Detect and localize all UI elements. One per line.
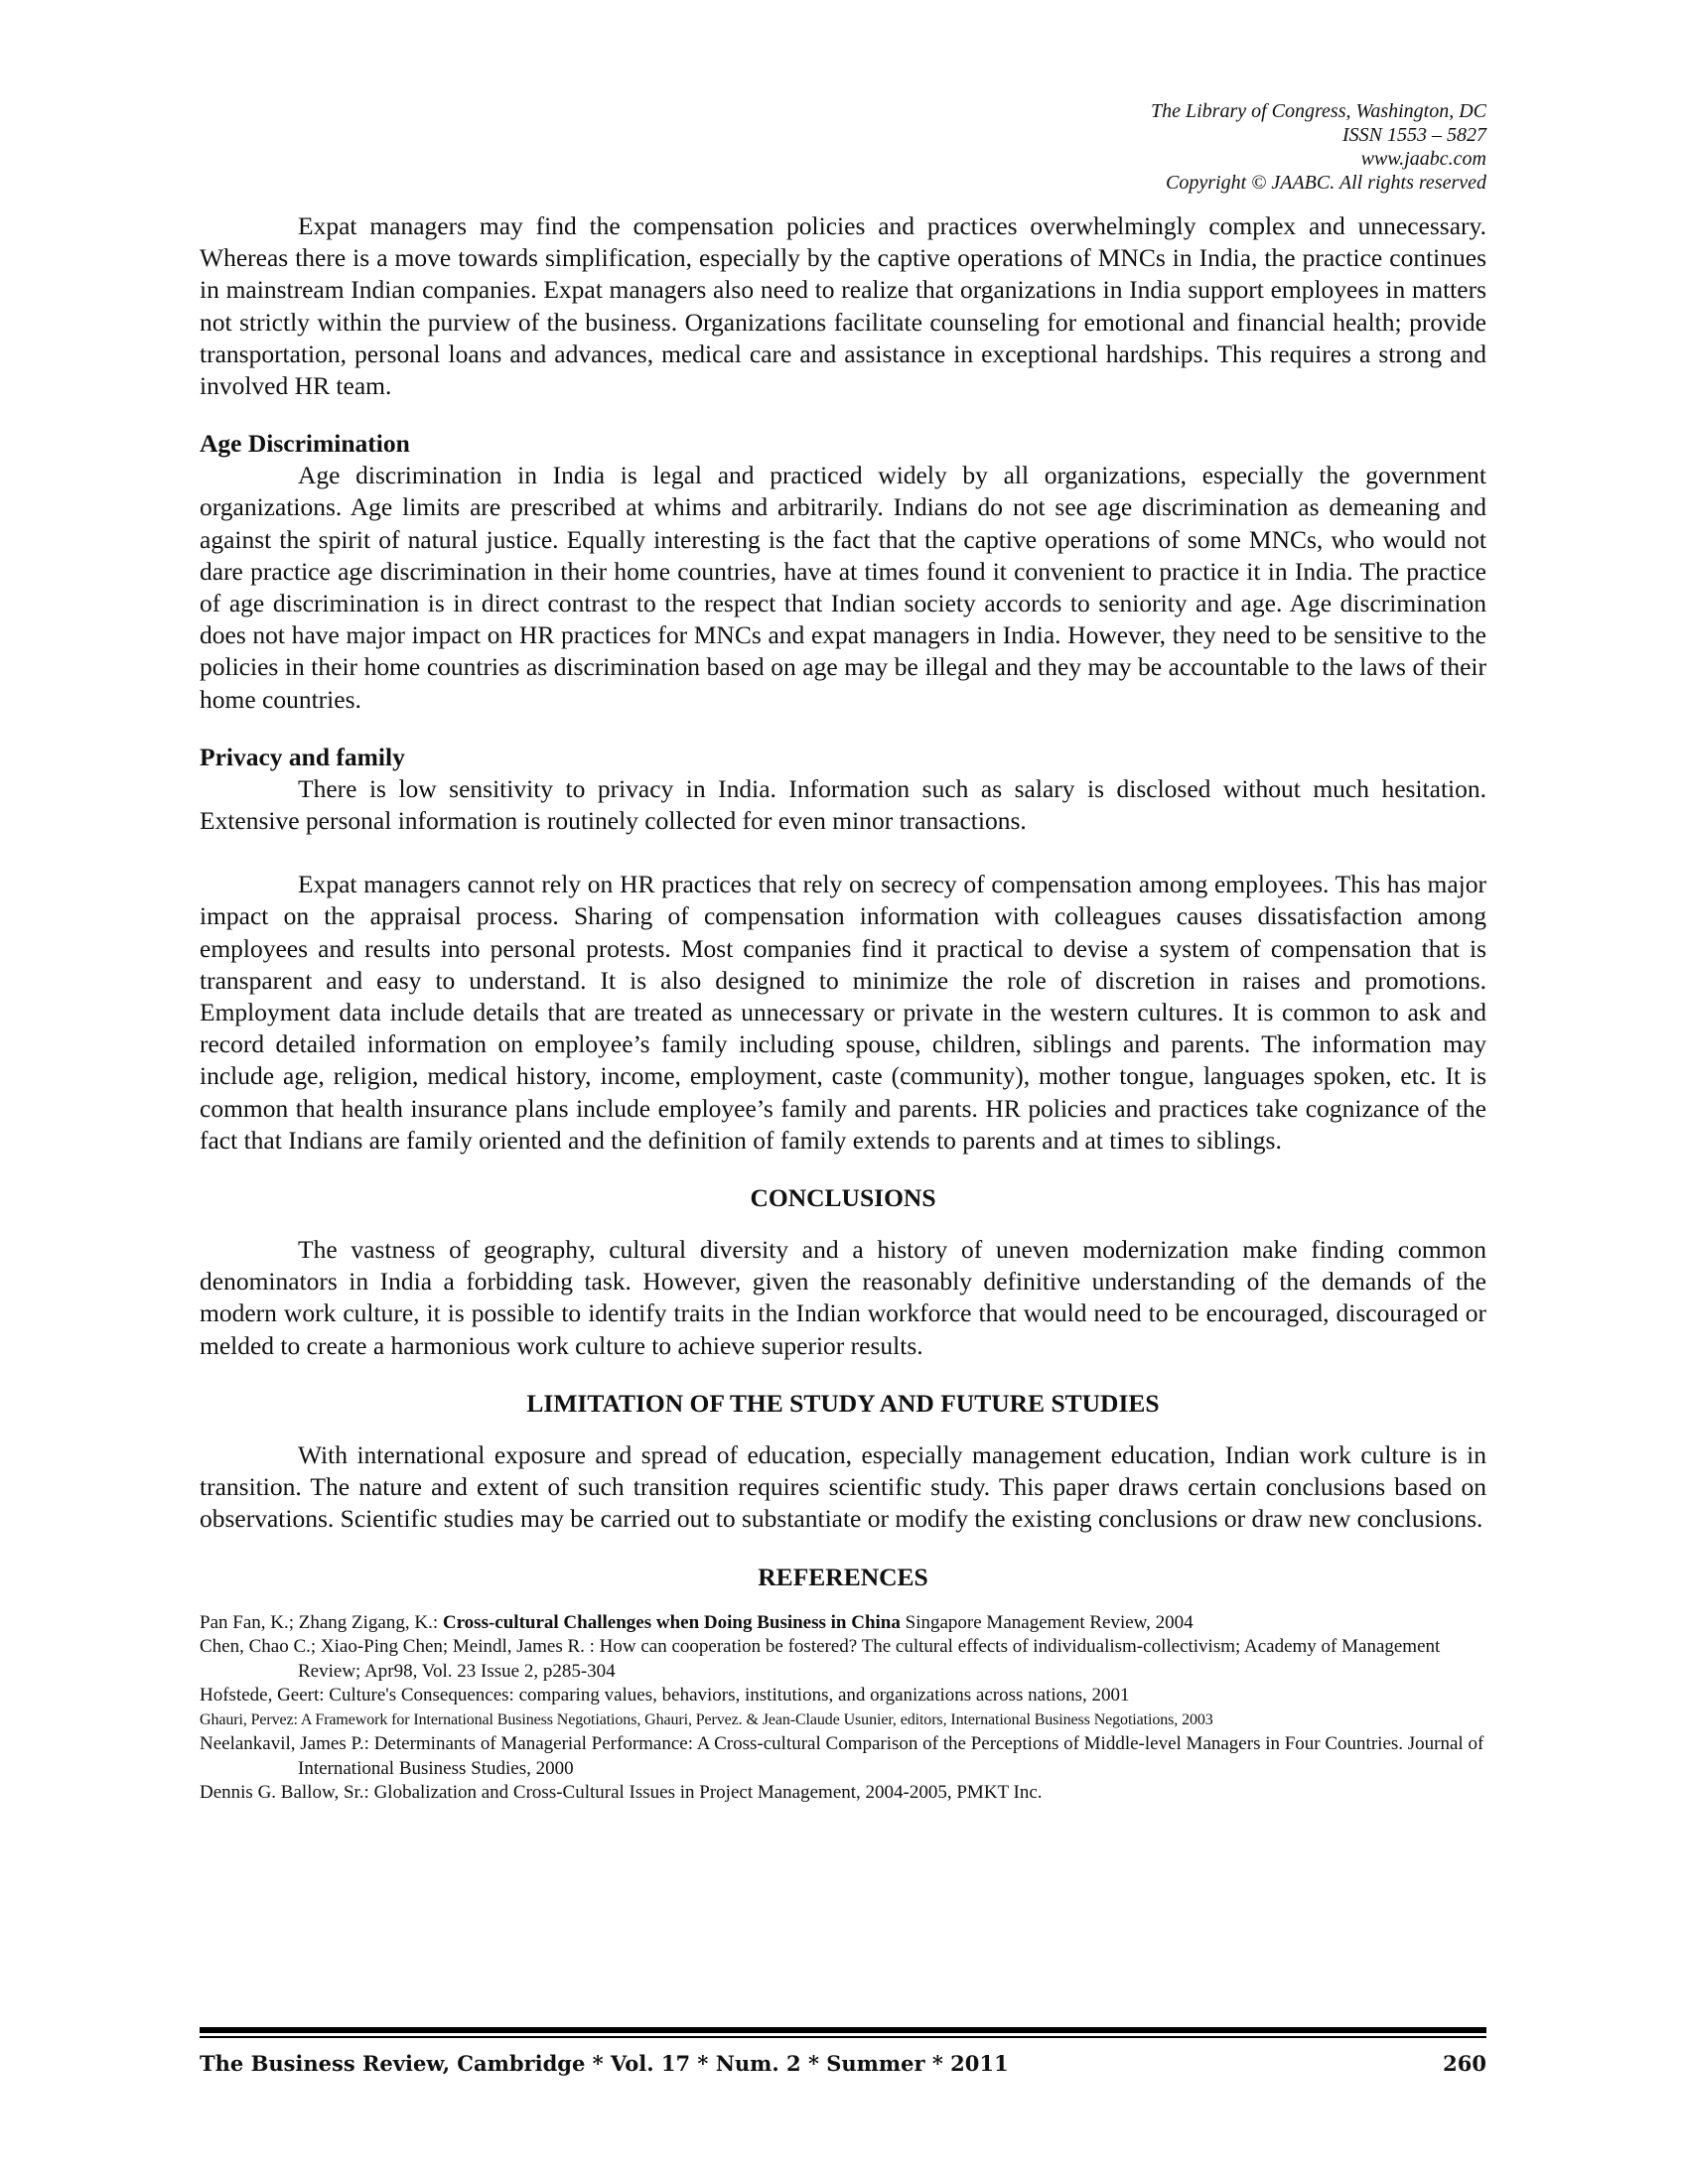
header-issn: ISSN 1553 – 5827 (1342, 124, 1486, 146)
privacy-paragraph-2: Expat managers cannot rely on HR practices that rely on secrecy of compensation among employees. This has major impact on the appraisal process. Sharing of compensation information with colleagues causes dissatisfaction among employees and results into personal protests. Most companies find it practical to devise a system of compensation that is transparent and easy to understand. It is also designed to minimize the role of discretion in raises and promotions. Employment data include details that are treated as unnecessary or private in the western cultures. It is common to ask and record detailed information on employee’s family including spouse, children, siblings and parents. The information may include age, religion, medical history, income, employment, caste (community), mother tongue, languages spoken, etc. It is common that health insurance plans include employee’s family and parents. HR policies and practices take cognizance of the fact that Indians are family oriented and the definition of family extends to parents and at times to siblings. (200, 870, 1486, 1155)
article-body (200, 210, 1486, 1806)
header-copyright: Copyright © JAABC. All rights reserved (1166, 172, 1486, 194)
age-paragraph: Age discrimination in India is legal and practiced widely by all organizations, especially the government organizations. Age limits are prescribed at whims and arbitrarily. Indians do not see age discrimination as demeaning and against the spirit of natural justice. Equally interesting is the fact that the captive operations of some MNCs, who would not dare practice age discrimination in their home countries, have at times found it convenient to practice it in India. The practice of age discrimination is in direct contrast to the respect that Indian society accords to seniority and age. Age discrimination does not have major impact on HR practices for MNCs and expat managers in India. However, they need to be sensitive to the policies in their home countries as discrimination based on age may be illegal and they may be accountable to the laws of their home countries. (200, 461, 1486, 714)
conclusions-paragraph: The vastness of geography, cultural diversity and a history of uneven modernization make finding common denominators in India a forbidding task. However, given the reasonably definitive understanding of the demands of the modern work culture, it is possible to identify traits in the Indian workforce that would need to be encouraged, discouraged or melded to create a harmonious work culture to achieve superior results. (200, 1235, 1486, 1360)
limitation-paragraph: With international exposure and spread of education, especially management education, Indian work culture is in transition. The nature and extent of such transition requires scientific study. This paper draws certain conclusions based on observations. Scientific studies may be carried out to substantiate or modify the existing conclusions or draw new conclusions. (200, 1439, 1486, 1534)
section-heading-references: REFERENCES (758, 1562, 928, 1591)
intro-paragraph: Expat managers may find the compensation policies and practices overwhelmingly complex and unnecessary. Whereas there is a move towards simplification, especially by the captive operations of MNCs in India, the practice continues in mainstream Indian companies. Expat managers also need to realize that organizations in India support employees in matters not strictly within the purview of the business. Organizations facilitate counseling for emotional and financial health; provide transportation, personal loans and advances, medical care and assistance in exceptional hardships. This requires a strong and involved HR team. (200, 211, 1486, 401)
footer-divider-thick (200, 2027, 1486, 2033)
footer-divider-thin (200, 2036, 1486, 2038)
header-website: www.jaabc.com (1360, 148, 1486, 170)
reference-authors: Pan Fan, K.; Zhang Zigang, K.: (200, 1611, 443, 1633)
page-header (1151, 99, 1486, 195)
reference-item: Chen, Chao C.; Xiao-Ping Chen; Meindl, James R. : How can cooperation be fostered? The cultural effects of individualism-collectivism; Academy of Management Review; Apr98, Vol. 23 Issue 2, p285-304 (200, 1636, 1441, 1682)
page-number: 260 (1443, 2051, 1486, 2076)
reference-list (200, 1611, 1486, 1806)
reference-item: Dennis G. Ballow, Sr.: Globalization and Cross-Cultural Issues in Project Management, 2004-2005, PMKT Inc. (200, 1782, 1043, 1803)
reference-item: Hofstede, Geert: Culture's Consequences: comparing values, behaviors, institutions, and organizations across nations, 2001 (200, 1685, 1130, 1706)
reference-item: Neelankavil, James P.: Determinants of Managerial Performance: A Cross-cultural Comparison of the Perceptions of Middle-level Managers in Four Countries. Journal of International Business Studies, 2000 (200, 1733, 1484, 1779)
section-heading-privacy: Privacy and family (200, 742, 405, 771)
privacy-paragraph-1: There is low sensitivity to privacy in India. Information such as salary is disclosed without much hesitation. Extensive personal information is routinely collected for even minor transactions. (200, 773, 1486, 836)
section-heading-limitation: LIMITATION OF THE STUDY AND FUTURE STUDIES (526, 1388, 1160, 1418)
header-library: The Library of Congress, Washington, DC (1150, 100, 1486, 122)
page-footer (200, 2051, 1486, 2076)
reference-title: Cross-cultural Challenges when Doing Business in China (442, 1611, 901, 1633)
section-heading-age: Age Discrimination (200, 429, 410, 459)
reference-item: Ghauri, Pervez: A Framework for International Business Negotiations, Ghauri, Pervez. & Jean-Claude Usunier, editors, International Business Negotiations, 2003 (200, 1710, 1213, 1728)
reference-item (200, 1611, 1486, 1636)
footer-journal: The Business Review, Cambridge * Vol. 17 * Num. 2 * Summer * 2011 (200, 2051, 1009, 2076)
reference-source: Singapore Management Review, 2004 (900, 1611, 1194, 1633)
section-heading-conclusions: CONCLUSIONS (750, 1183, 936, 1213)
